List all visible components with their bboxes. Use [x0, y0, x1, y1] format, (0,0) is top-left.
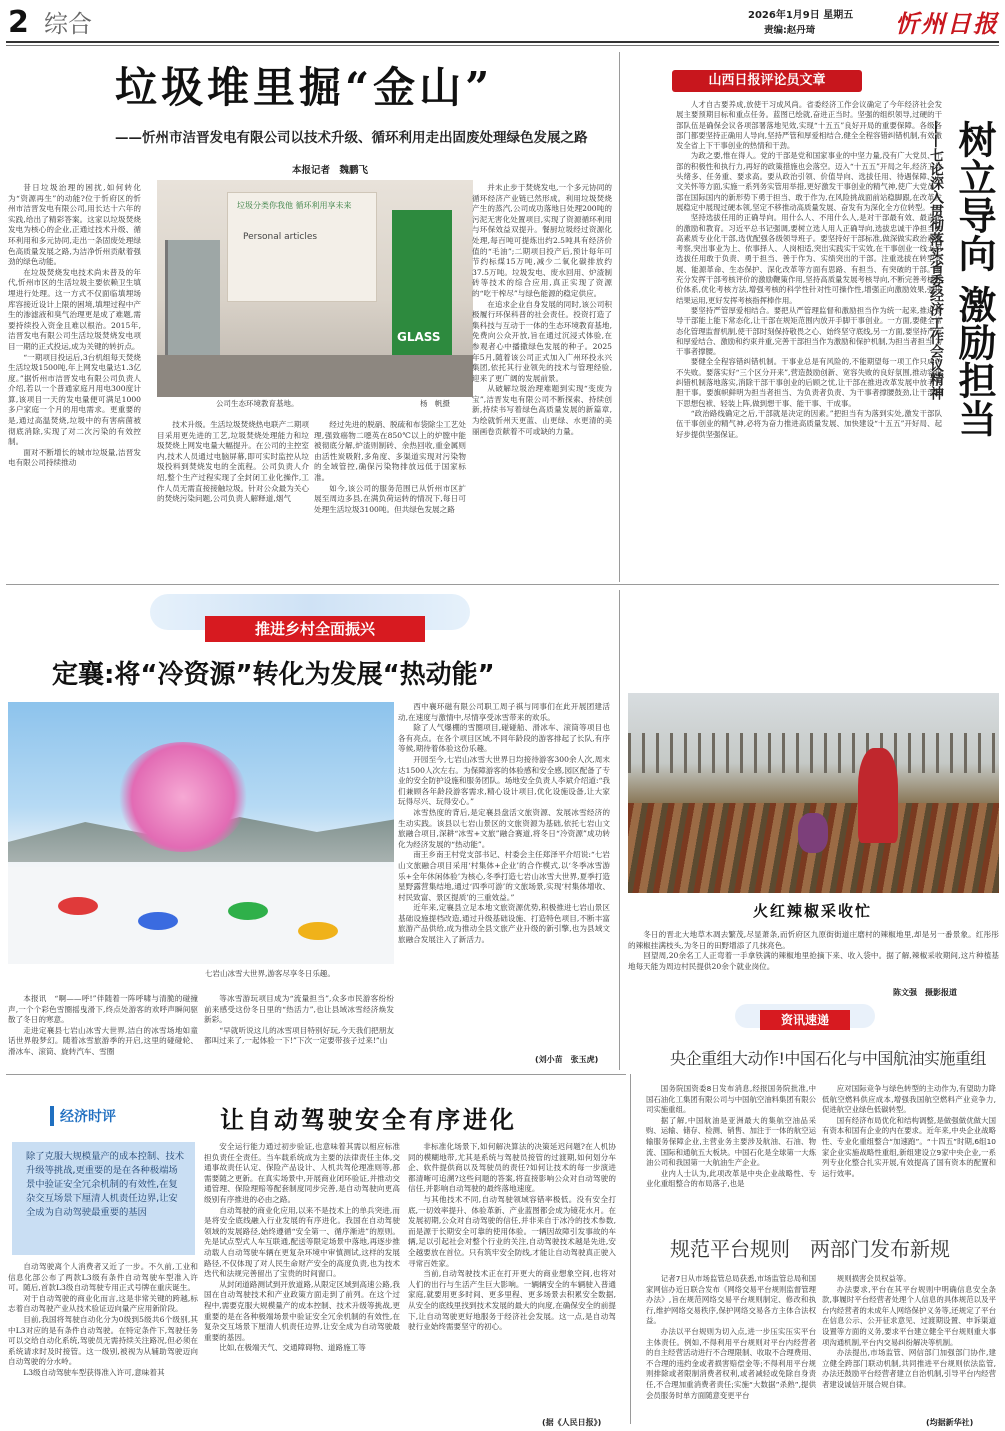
- commentary-title-vertical: 树立导向 激励担当: [952, 120, 997, 438]
- paragraph: “早就听说这儿的冰雪项目特别好玩,今天我们把朋友都叫过来了,一起体验一下!”下次一定要带孩子过来!”山: [204, 1025, 394, 1046]
- section-name: 综合: [44, 10, 92, 38]
- paragraph: 与其他技术不同,自动驾驶领域容错率极低。没有安全打底,一切效率提升、体验革新、产业蓝图都会成为镜花水月。在发展初期,公众对自动驾驶的信任,并非来自于冰冷的技术参数,而是源于长期安全可靠的使用体验。一辆因故障引发事故的车辆,足以引起社会对整个行业的关注,自动驾驶技术越是先进,安全越要放在首位。只有筑牢安全防线,才能让自动驾驶真正驶入寻常百姓家。: [408, 1194, 616, 1268]
- photo-snow-tube: [228, 902, 268, 920]
- section-rule: [6, 584, 999, 585]
- paragraph: 从破解垃圾治理难题到实现“变废为宝”,洁晋发电有限公司不断探索、持续创新,持续书写着绿色高质量发展的新篇章,为绘就忻州天更蓝、山更绿、水更清的美丽画卷贡献着不可或缺的力量。: [472, 384, 612, 436]
- dingxiang-author: (刘小苗 张玉虎): [535, 1055, 599, 1064]
- news-story2-column-1: [646, 1274, 816, 1424]
- paragraph: 走进定襄县七岩山冰雪大世界,洁白的冰雪场地如童话世界般梦幻。随着冰雪旅游季的开启,这里的碰碰轮、滑冰车、滚筒、旋转汽车、雪圈: [8, 1025, 198, 1056]
- photo-wall-text: Personal articles: [243, 232, 318, 242]
- lead-column-4: [472, 183, 612, 558]
- dingxiang-column-2: [204, 994, 394, 1064]
- section-rule: [6, 1074, 626, 1075]
- news-source: (均据新华社): [926, 1418, 974, 1427]
- paragraph: 等冰雪游玩项目成为“流量担当”,众多市民游客纷纷前来感受这份冬日里的“热活力”,也让县域冰雪经济焕发新彩。: [204, 994, 394, 1025]
- news-story1-column-2: [822, 1084, 996, 1194]
- dingxiang-headline: 定襄:将“冷资源”转化为发展“热动能”: [52, 660, 495, 690]
- paragraph: 从封闭道路测试到开放道路,从限定区域到高速公路,我国在自动驾驶技术和产业政策方面走到了前列。在这个过程中,需要克服大规模量产的成本控制、技术升级等挑战,更重要的是在各种极端场景中验证安全冗余机制的有效性,在复杂交互场景下厘清人机责任边界,让安全成为自动驾驶最重要的基因。: [204, 1279, 400, 1342]
- issue-date: 2026年1月9日 星期五: [748, 10, 854, 21]
- village-banner: 推进乡村全面振兴: [205, 616, 425, 642]
- paragraph: 规则损害会员权益等。: [836, 1274, 911, 1283]
- paragraph: 非标准化场景下,如何解决算法的决策延迟问题?在人机协同的模糊地带,尤其是系统与驾驶员接管的过渡期,如何划分车企、软件提供商以及驾驶员的责任?如何让技术的每一步演进都清晰可追溯?这些问题的答案,将直接影响公众对自动驾驶的信任,并影响自动驾驶的最终落地速度。: [408, 1142, 616, 1194]
- paragraph: 如今,该公司的服务范围已从忻州市区扩展至周边多县,在满负荷运转的情况下,每日可处理生活垃圾3100吨。但共绿色发展之路: [314, 483, 466, 514]
- paragraph: 要坚持严管厚爱相结合。要把从严管理监督和激励担当作为统一起来,推进领导干部能上能下常态化,让干部在规矩范围内放开手脚干事创业。一方面,要健全常态化管理监督机制,使干部时刻保持敬畏之心、始终坚守底线,另一方面,要坚持严管和厚爱结合、激励和约束并重,完善干部担当作为激励和保护机制,为担当者担当,为干事者撑腰。: [676, 305, 942, 357]
- photo-snow-tube: [58, 897, 98, 915]
- news-story2-title: 规范平台规则 两部门发布新规: [670, 1237, 950, 1261]
- commentary-subtitle-vertical: ——七论深入贯彻落实省委经济工作会议精神: [928, 120, 944, 400]
- masthead-rule: [6, 41, 999, 43]
- column-divider: [619, 52, 620, 582]
- paragraph: 西中襄环磁有限公司职工周子祺与同事们在此开展团建活动,在速度与激情中,尽情享受冰雪带来的欢乐。: [398, 702, 610, 722]
- paragraph: 本报讯 “啊——呼!”伴随着一阵呼啸与清脆的碰撞声,一个个彩色雪圈摇曳滑下,终点处游客的欢呼声瞬间驱散了冬日的寒意。: [8, 994, 198, 1025]
- paragraph: 自动驾驶的商业化应用,以来不是技术上的单兵突进,而是将安全底线融入行业发展的有序进化。我国在自动驾驶领域的发展路径,始终遵循“安全第一、循序渐进”的原则。先是试点型式人车互联通,配送等限定场景中落地,再逐步推动载人自动驾驶车辆在更复杂环境中审慎测试,这样的发展路径,不仅体现了对人民生命财产安全的高度负责,也为技术迭代和法规完善留出了宝贵的时间窗口。: [204, 1205, 400, 1279]
- news-banner: 资讯速递: [760, 1010, 850, 1030]
- opinion-source: (据《人民日报》): [542, 1418, 602, 1427]
- paragraph: 对于自动驾驶的商业化而言,这是非常关键的跨越,标志着自动驾驶产业从技术验证迈向量产应用新阶段。: [8, 1293, 198, 1314]
- photo-wall-text: 垃圾分类你我他 循环利用享未来: [237, 201, 352, 210]
- paragraph: 据了解,中国航油是亚洲最大的集航空油品采购、运输、储存、检测、销售、加注于一体的航空运输服务保障企业,主营业务主要涉及航油、石油、物流、国际和通航五大板块。中国石化是全球第一大炼油公司和我国第一大航油生产企业。: [646, 1115, 816, 1168]
- paragraph: 技术升级。生活垃圾焚烧热电联产二期项目采用更先进的工艺,垃圾焚烧处理能力和垃圾焚烧上网发电量大幅提升。在公司的主控室内,技术人员通过电脑屏幕,即可实时监控从垃圾投料到焚烧发电的全流程。公司负责人介绍,整个生产过程实现了全封闭工业化操作,工作人员无需直接接触垃圾。针对公众最为关心的焚烧污染问题,公司负责人解释道,烟气: [157, 420, 309, 504]
- paragraph: 人才自古要养成,放使干习成风尚。省委经济工作会议确定了今年经济社会发展主要预期目标和重点任务。蓝图已绘就,奋进正当时。坚强的组织领导,过硬的干部队伍是确保会议各项部署落地见效,实现“十五五”良好开局的重要保障。各级各部门都要坚持正确用人导向,坚持严管和厚爱相结合,健全全程容错纠错机制,有效激发全省上下干事创业的热情和干劲。: [676, 100, 942, 151]
- photo-pillar-text: GLASS: [397, 330, 441, 344]
- opinion-column-2: [204, 1142, 400, 1424]
- paragraph: 为政之要,惟在得人。党的干部是党和国家事业的中坚力量,没有广大党员、干部的积极性和执行力,再好的政策措施也会落空。迈入“十五五”开局之年,经济工作头绪多、任务重、要求高。要从政治引领、价值导向、选拔任用、待遇保障、人文关怀等方面,实施一系列务实管用举措,更好激发干事创业的精气神,使广大党员干部在国际国内的新形势下勇于担当、敢于作为,在风险挑战面前站稳脚跟,在改革发展稳定中展现过硬本领,坚定不移推动高质量发展、奋发有为深化全方位转型。: [676, 151, 942, 212]
- dingxiang-photo: [8, 702, 394, 964]
- photo-floor: [157, 355, 473, 397]
- column-divider: [619, 590, 620, 1070]
- news-story2-column-2: [822, 1274, 996, 1414]
- opinion-label: 经济时评: [50, 1106, 116, 1126]
- commentary-banner: 山西日报评论员文章: [672, 70, 862, 92]
- paragraph: 要健全全程容错纠错机制。干事业总是有风险的,不能期望每一项工作只成功不失败。要落实好“三个区分开来”,营造鼓励创新、宽容失败的良好氛围,推动容错纠错机制落地落实,消除干部干事创业的后顾之忧,让干部在推进改革发展中放手大胆干事。要旗帜鲜明为担当者担当、为负责者负责、为干事者撑腰鼓劲,让干部卸下思想包袱、轻装上阵,做到想干事、能干事、干成事。: [676, 357, 942, 408]
- paragraph: L3级自动驾驶车型获得准入许可,意味着其: [23, 1367, 165, 1377]
- news-story1-column-1: [646, 1084, 816, 1194]
- paragraph: 开园至今,七岩山冰雪大世界日均接待游客300余人次,周末达1500人次左右。为保障游客的体验感和安全感,园区配备了专业的安全防护设施和服务团队。场地安全负责人李斌介绍道:“我们兼顾各年龄段游客需求,精心设计项目,优化设施设备,让大家玩得尽兴、玩得安心。”: [398, 754, 610, 807]
- paper-logo: 忻州日报: [895, 9, 999, 38]
- paragraph: 当前,自动驾驶技术正在打开更大的商业想象空间,也将对人们的出行与生活产生巨大影响。一辆辆安全的车辆驶入普通家庭,就要用更多时间、更多里程、更多场景去积累安全数据,从安全的底线里找到技术发展的最大的向度,在确保安全的前提下,让自动驾驶更好地服务于经济社会发展。这一点,是自动驾驶行业始终需要坚守的初心。: [408, 1269, 616, 1332]
- photo-treeline: [628, 733, 999, 773]
- lead-column-1: [8, 183, 141, 561]
- paragraph: 记者7日从市场监管总局获悉,市场监管总局和国家网信办近日联合发布《网络交易平台规则监督管理办法》,旨在规范网络交易平台规则制定、修改和执行,维护网络交易秩序,保护网络交易各方主体合法权益。: [646, 1274, 816, 1326]
- lead-column-3: [314, 420, 466, 558]
- paragraph: 昔日垃圾治理的困扰,如何转化为“资源再生”的动能?位于忻府区的忻州市洁晋发电有限公司,用长达十六年的实践,给出了精彩答案。这家以垃圾焚烧发电为核心的企业,正通过技术升级、循环利用和多元协同,走出一条固废处理绿色高质量发展之路,为洁净忻州贡献着强劲的绿色动能。: [8, 183, 141, 267]
- editor-credit: 责编:赵丹琦: [764, 25, 816, 36]
- paragraph: 安全运行能力通过初步验证,也意味着其需以相应标准担负责任全责任。当车载系统成为主要的法律责任主体,交通事故责任认定、保险产品设计、人机共驾伦理准则等,都需要随之更新。在真实场景中,开展商业闭环验证,并推动交通管理、保险理赔等配套制度同步完善,是自动驾驶向更高级别有序推进的必由之路。: [204, 1142, 400, 1204]
- paragraph: 应对国际竞争与绿色转型的主动作为,有望助力降低航空燃料供应成本,增强我国航空燃料产业竞争力,促进航空业绿色低碳转型。: [822, 1084, 996, 1115]
- lead-photo: [157, 180, 473, 397]
- news-story1-title: 央企重组大动作!中国石化与中国航油实施重组: [670, 1049, 986, 1068]
- paragraph: 办法要求,平台在其平台规则中明确信息安全条款,事履时平台经营者处理个人信息的具体规范以及平台内经营者的未成年人网络保护义务等,还规定了平台在信息公示、公开征求意见、过渡期设置、申诉渠道设置等方面的义务,要求平台建立健全平台规则重大事项沟通机制,平台内交易纠纷解决等机制。: [822, 1284, 996, 1347]
- dingxiang-column-1: [8, 994, 198, 1064]
- paragraph: 国有经济布局优化和结构调整,是做强做优做大国有资本和国有企业的内在要求。近年来,中央企业战略性、专业化重组整合“加速跑”。“十四五”时期,6组10家企业实施战略性重组,新组建设立9家中央企业,一系列专业化整合扎实开展,有效提高了国有资本的配置和运行效率。: [822, 1115, 996, 1178]
- dingxiang-column-3: [398, 702, 610, 1054]
- paragraph: 办法以平台规则为切入点,进一步压实压实平台主体责任。例如,不得利用平台规则对平台内经营者的自主经营活动进行不合理限制、收取不合理费用、不合理的违约金或者损害赔偿金等;不得利用平台规则排除或者限制消费者权利,或者减轻或免除自身责任,不合理加重消费者责任;实施“大数据”杀熟”,提供会员服务时单方面随意变更平台: [646, 1326, 816, 1400]
- chili-photo: [628, 693, 999, 893]
- paragraph: 坚持选拔任用的正确导向。用什么人、不用什么人,是对干部最有效、最直接的激励和教育。习近平总书记强调,要树立选人用人正确导向,选拔忠诚干净担当的高素质专业化干部,选优配强各级领导班子。要坚持好干部标准,做深做实政治素质考察,突出事业为上、依事择人、人岗相适,突出实践实干实效,在干事创业一线大力选拔任用敢于负责、勇于担当、善于作为、实绩突出的干部。注重选拔在转型发展、能源革命、生态保护、深化改革等方面有思路、有担当、有突破的干部。要充分发挥干部考核评价的激励鞭策作用,坚持高质量发展考核导向,不断完善考核评价体系,优化考核方法,增强考核的科学性针对性可操作性,增强正向激励效果,强化结果运用,更好发挥考核指挥棒作用。: [676, 213, 942, 305]
- paragraph: 除了人气爆棚的雪圈项目,碰碰船、滑冰车、滚筒等项目也各有亮点。在各个项目区域,不同年龄段的游客排起了长队,有序等候,期待着体验这份乐趣。: [398, 723, 610, 754]
- paragraph: 面对不断增长的城市垃圾量,洁晋发电有限公司持续推动: [8, 447, 141, 468]
- column-divider: [630, 1074, 631, 1424]
- opinion-column-3: [408, 1142, 616, 1414]
- opinion-column-1: [8, 1262, 198, 1422]
- paragraph: “政治路线确定之后,干部就是决定的因素。”把担当有为落到实处,激发干部队伍干事创业的精气神,必将为奋力推进高质量发展、加快建设“十五五”开好局、起好步提供坚强保证。: [676, 408, 942, 439]
- chili-credit: 陈文强 摄影报道: [893, 988, 957, 997]
- paragraph: 办法提出,市场监管、网信部门加强部门协作,建立健全跨部门联动机制,共同推进平台规则依法监管,办法还鼓励平台经营者建立自治机制,引导平台内经营者建设诚信开展合规自律。: [822, 1348, 996, 1389]
- paragraph: 并未止步于焚烧发电,一个多元协同的循环经济产业链已然形成。利用垃圾焚烧产生的蒸汽,公司成功落地日处理200吨的污泥无害化处置项目,实现了资源循环利用与环保效益双提升。餐厨垃圾经过资源化处理,每百吨可提炼出约2.5吨具有经济价值的“毛油”;二期项目投产后,预计每年可节约标煤15万吨,减少二氧化碳排放约37.5万吨。垃圾发电、废水回用、炉渣制砖等技术的综合应用,真正实现了资源的“吃干榨尽”与绿色能源的稳定供应。: [472, 183, 612, 298]
- chili-caption: [628, 930, 999, 980]
- paragraph: 自动驾驶离个人消费者又近了一步。不久前,工业和信息化部公布了两款L3级有条件自动驾驶车型准入许可。随后,首款L3级自动驾驶专用正式号牌在重庆诞生。: [8, 1262, 198, 1293]
- opinion-summary: 除了克服大规模量产的成本控制、技术升级等挑战,更重要的是在各种极端场景中验证安全冗余机制的有效性,在复杂交互场景下厘清人机责任边界,让安全成为自动驾驶最重要的基因: [12, 1142, 195, 1255]
- photo-snow-slope: [8, 867, 394, 964]
- page-number: 2: [8, 5, 29, 40]
- paragraph: 经过先进的脱硝、脱硫和布袋除尘工艺处理,强致癌物二噁英在850℃以上的炉膛中能被彻底分解,炉渣则制砖、余热回收,重金属则由活性炭吸附,多角度、多渠道实现对污染物的全域管控,确保污染物排放远低于国家标准。: [314, 420, 466, 482]
- paragraph: 在垃圾焚烧发电技术尚未普及的年代,忻州市区的生活垃圾主要依赖卫生填埋进行处理。这一方式不仅面临填埋场库容接近设计上限的困境,填埋过程中产生的渗滤液和臭气治理更是成了难题,需要持续投入资金且难以根治。2015年,洁晋发电有限公司生活垃圾焚烧发电项目一期的正式投运,成为关键的转折点。: [8, 267, 141, 351]
- paragraph: 业内人士认为,此项改革是中央企业战略性、专业化重组整合的布局落子,也是: [646, 1168, 816, 1189]
- paragraph: 冬日的晋北大地草木凋去繁茂,尽显萧条,而忻府区九原街街道庄磨村的辣椒地里,却是另一番景象。红彤彤的辣椒挂满枝头,为冬日的田野增添了几抹亮色。: [628, 930, 999, 950]
- lead-photo-credit: 杨 帆摄: [420, 399, 450, 408]
- paragraph: 在追求企业自身发展的同时,该公司积极履行环保科普的社会责任。投资打造了集科技与互动于一体的生态环境教育基地,免费向公众开放,旨在通过沉浸式体验,在参观者心中播撒绿色发展的种子。2025年5月,随着该公司正式加入广州环投永兴集团,依托其行业领先的技术与管理经验,迎来了更广阔的发展前景。: [472, 299, 612, 383]
- paragraph: “一期项目投运后,3台机组每天焚烧生活垃圾1500吨,年上网发电量达1.3亿度。”据忻州市洁晋发电有限公司负责人介绍,若以一个普通家庭月用电300度计算,该项目一天的发电量便可满足1000多户家庭一个月的用电需求。更重要的是,通过高温焚烧,垃圾中的有害病菌被彻底消除,实现了对二次污染的有效控制。: [8, 352, 141, 447]
- lead-subheadline: ——忻州市洁晋发电有限公司以技术升级、循环利用走出固废处理绿色发展之路: [115, 130, 588, 146]
- photo-worker: [858, 748, 898, 843]
- chili-title: 火红辣椒采收忙: [753, 902, 873, 920]
- photo-snow-tube: [138, 912, 178, 930]
- lead-headline: 垃圾堆里掘“金山”: [115, 63, 494, 112]
- photo-pink-tree: [118, 742, 248, 852]
- paragraph: 近年来,定襄县立足本地文旅资源优势,积极推进七岩山景区基础设施提档改造,通过升级基础设施、打造特色项目,不断丰富旅游产品供给,成为推动全县文旅产业升级的新引擎,也为县域文旅融合发展注入了新活力。: [398, 903, 610, 945]
- photo-snow-tube: [298, 922, 338, 940]
- paragraph: 国务院国资委8日发布消息,经报国务院批准,中国石油化工集团有限公司与中国航空油料集团有限公司实施重组。: [646, 1084, 816, 1115]
- lead-byline: 本报记者 魏鹏飞: [292, 165, 369, 176]
- masthead-rule-thin: [6, 45, 999, 46]
- lead-column-2: [157, 420, 309, 558]
- paragraph: 回望周,20余名工人正弯着一手拿铁满的辣椒地里抢摘下来、收入袋中。据了解,辣椒采收期间,这片种植基地每天能为周边村民提供20余个就业岗位。: [628, 951, 999, 971]
- paragraph: 比如,在极端天气、交通障碍物、道路施工等: [219, 1343, 366, 1353]
- lead-photo-caption: 公司生态环境教育基地。: [216, 399, 299, 408]
- commentary-body: [676, 100, 942, 582]
- photo-worker: [798, 813, 828, 853]
- paragraph: 南王乡南王村党支部书记、村委会主任郑泽平介绍说:“七岩山文旅融合项目采用‘村集体+企业’的合作模式,以‘冬季冰雪游乐+全年休闲体验’为核心,冬季打造七岩山冰雪大世界,夏季打造星野露营集结地,通过‘四季可游’的文旅场景,实现‘村集体增收、村民致富、景区提质’的三重效益。”: [398, 850, 610, 902]
- paragraph: 目前,我国将驾驶自动化分为0级到5级共6个级别,其中L3对应的是有条件自动驾驶。在特定条件下,驾驶任务可以交给自动化系统,驾驶员无需持续关注路况,但必须在系统请求时及时接管。这一级别,被视为从辅助驾驶迈向自动驾驶的分水岭。: [8, 1314, 198, 1367]
- paragraph: 冰雪热度的背后,是定襄县盘活文旅资源、发展冰雪经济的生动实践。该县以七岩山景区的文旅资源为基础,依托七岩山文旅融合项目,深耕“冰雪+文旅”融合赛道,将冬日“冷资源”成功转化为经济发展的“热动能”。: [398, 807, 610, 849]
- opinion-headline: 让自动驾驶安全有序进化: [220, 1105, 517, 1134]
- dingxiang-photo-caption: 七岩山冰雪大世界,游客尽享冬日乐趣。: [205, 969, 335, 978]
